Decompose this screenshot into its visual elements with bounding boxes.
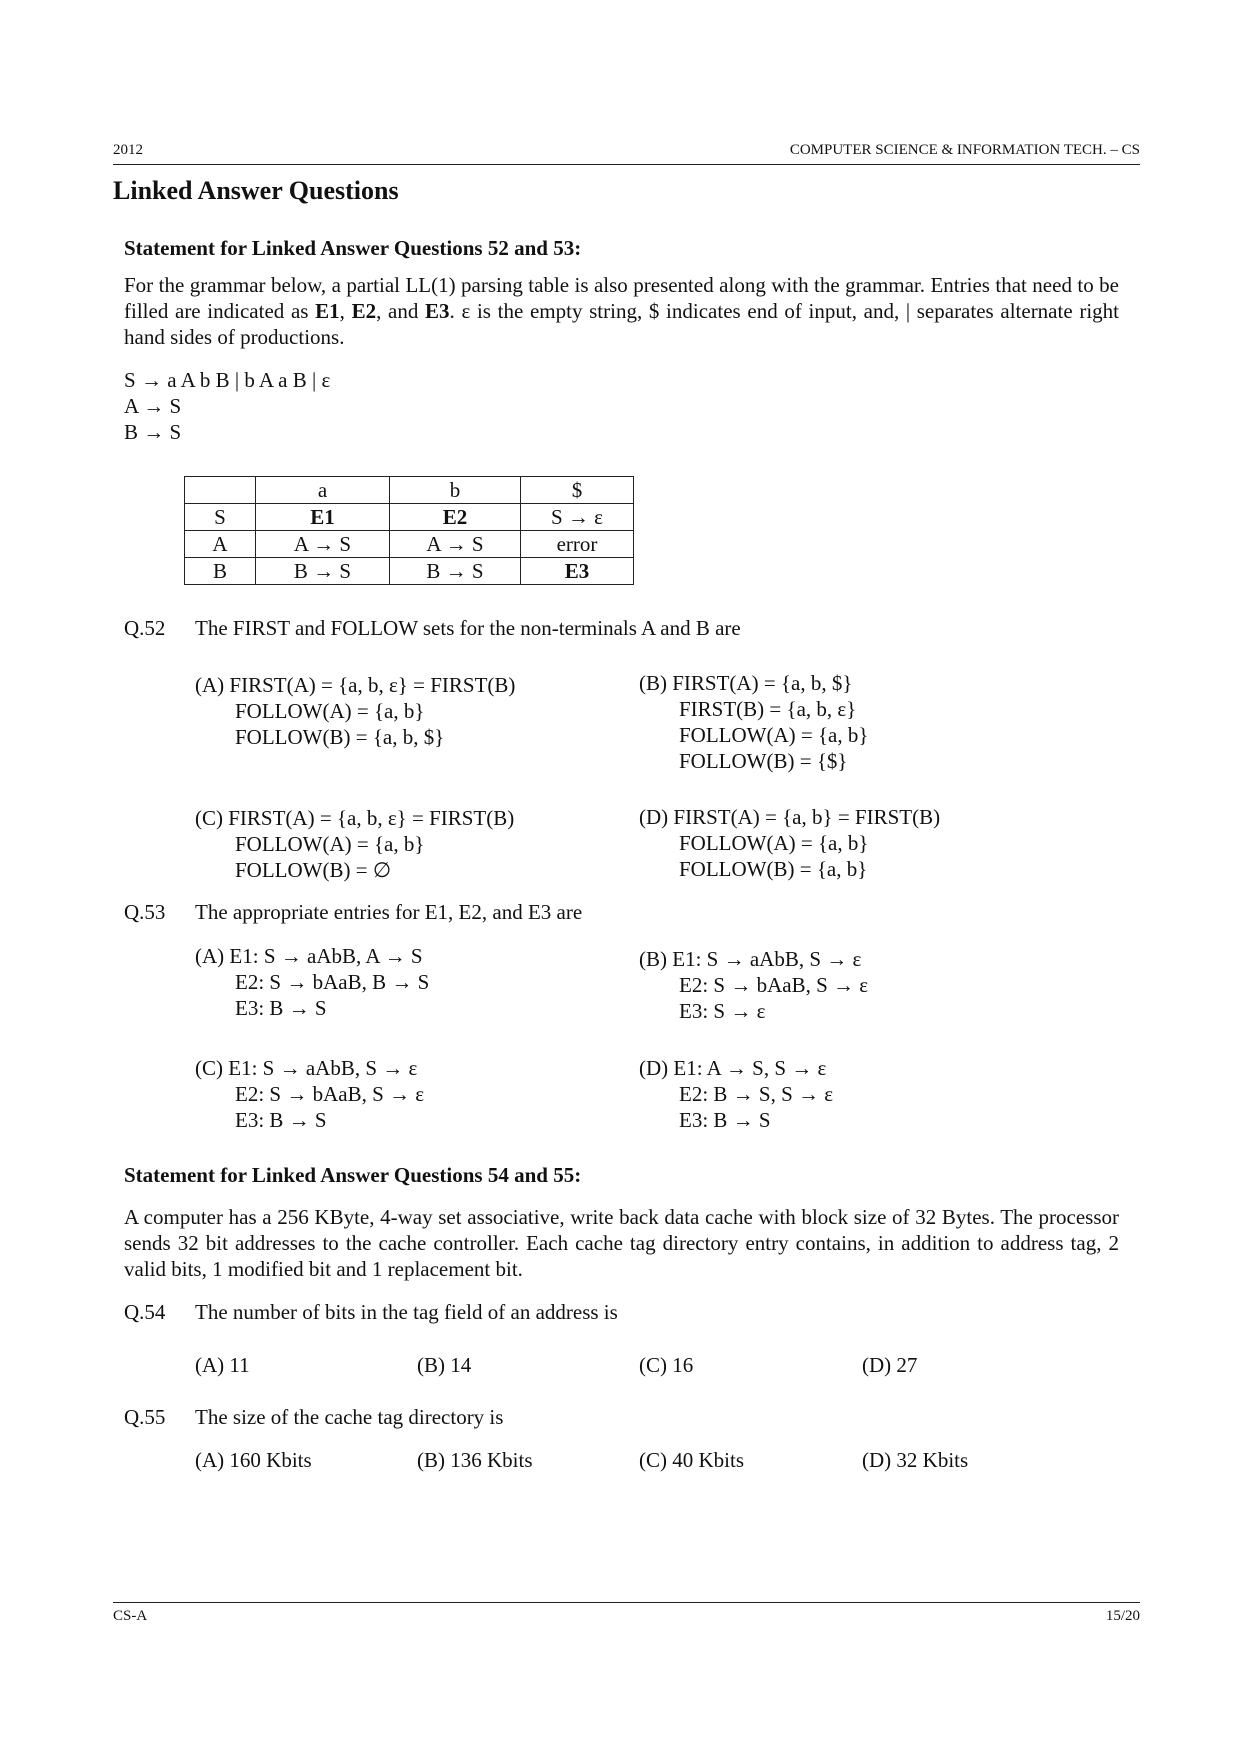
- table-cell: S → ε: [521, 504, 634, 531]
- q54-option-d: (D) 27: [862, 1353, 918, 1377]
- table-cell: A → S: [256, 531, 390, 558]
- table-cell: A: [185, 531, 256, 558]
- grammar-rule-b: B → S: [124, 420, 182, 444]
- q52-number: Q.52: [124, 616, 166, 640]
- table-cell: B: [185, 558, 256, 585]
- header-subject: COMPUTER SCIENCE & INFORMATION TECH. – CS: [789, 142, 1140, 158]
- q54-option-c: (C) 16: [639, 1353, 694, 1377]
- q54-text: The number of bits in the tag field of an address is: [195, 1300, 618, 1324]
- q54-option-b: (B) 14: [417, 1353, 472, 1377]
- page-footer: [113, 1602, 1140, 1627]
- table-row: [185, 531, 634, 558]
- q53-option-a: (A) E1: S → aAbB, A → S E2: S → bAaB, B → S E3: B → S: [195, 944, 430, 1020]
- q54-option-a: (A) 11: [195, 1353, 250, 1377]
- table-cell: E1: [256, 504, 390, 531]
- q53-option-b: (B) E1: S → aAbB, S → ε E2: S → bAaB, S → ε E3: S → ε: [639, 947, 869, 1023]
- table-cell: E2: [390, 504, 521, 531]
- table-header-cell: [185, 477, 256, 504]
- footer-code: CS-A: [113, 1608, 148, 1624]
- table-cell: B → S: [256, 558, 390, 585]
- q52-text: The FIRST and FOLLOW sets for the non-terminals A and B are: [195, 616, 741, 640]
- q52-option-d: (D) FIRST(A) = {a, b} = FIRST(B) FOLLOW(A) = {a, b} FOLLOW(B) = {a, b}: [639, 805, 941, 881]
- statement-54-55-title: Statement for Linked Answer Questions 54 and 55:: [124, 1163, 582, 1187]
- table-header-cell: $: [521, 477, 634, 504]
- table-row: [185, 558, 634, 585]
- q55-option-d: (D) 32 Kbits: [862, 1448, 969, 1472]
- table-cell: B → S: [390, 558, 521, 585]
- footer-page-number: 15/20: [1105, 1608, 1140, 1624]
- ll1-parsing-table: [184, 476, 634, 585]
- q52-option-a: (A) FIRST(A) = {a, b, ε} = FIRST(B) FOLLOW(A) = {a, b} FOLLOW(B) = {a, b, $}: [195, 673, 516, 749]
- table-cell: E3: [521, 558, 634, 585]
- table-row: [185, 504, 634, 531]
- q55-option-b: (B) 136 Kbits: [417, 1448, 533, 1472]
- q55-option-a: (A) 160 Kbits: [195, 1448, 312, 1472]
- table-cell: A → S: [390, 531, 521, 558]
- statement-52-53-title: Statement for Linked Answer Questions 52 and 53:: [124, 236, 582, 260]
- table-header-row: [185, 477, 634, 504]
- q53-option-d: (D) E1: A → S, S → ε E2: B → S, S → ε E3: B → S: [639, 1056, 834, 1132]
- page-header: [113, 140, 1140, 165]
- section-title: Linked Answer Questions: [113, 176, 399, 205]
- header-year: 2012: [113, 142, 143, 158]
- grammar-rule-s: S → a A b B | b A a B | ε: [124, 368, 331, 392]
- grammar-rule-a: A → S: [124, 394, 182, 418]
- q52-option-c: (C) FIRST(A) = {a, b, ε} = FIRST(B) FOLLOW(A) = {a, b} FOLLOW(B) = ∅: [195, 806, 515, 882]
- q55-number: Q.55: [124, 1405, 166, 1429]
- statement-54-55-text: A computer has a 256 KByte, 4-way set associative, write back data cache with block size of 32 Bytes. The processor sends 32 bit addresses to the cache controller. Each cache tag directory entry contains, in addition to address tag, 2 valid bits, 1 modified bit and 1 replacement bit.: [124, 1205, 1119, 1281]
- q55-text: The size of the cache tag directory is: [195, 1405, 504, 1429]
- q52-option-b: (B) FIRST(A) = {a, b, $} FIRST(B) = {a, b, ε} FOLLOW(A) = {a, b} FOLLOW(B) = {$}: [639, 671, 869, 773]
- q55-option-c: (C) 40 Kbits: [639, 1448, 744, 1472]
- q53-text: The appropriate entries for E1, E2, and E3 are: [195, 900, 583, 924]
- q54-number: Q.54: [124, 1300, 166, 1324]
- statement-52-53-text: For the grammar below, a partial LL(1) parsing table is also presented along with the grammar. Entries that need to be filled are indicated as E1, E2, and E3. ε is the empty string, $ indicates end of input, and, | separates alternate right hand sides of productions.: [124, 273, 1120, 349]
- q53-number: Q.53: [124, 900, 166, 924]
- table-header-cell: b: [390, 477, 521, 504]
- table-header-cell: a: [256, 477, 390, 504]
- table-cell: error: [521, 531, 634, 558]
- q53-option-c: (C) E1: S → aAbB, S → ε E2: S → bAaB, S → ε E3: B → S: [195, 1056, 425, 1132]
- table-cell: S: [185, 504, 256, 531]
